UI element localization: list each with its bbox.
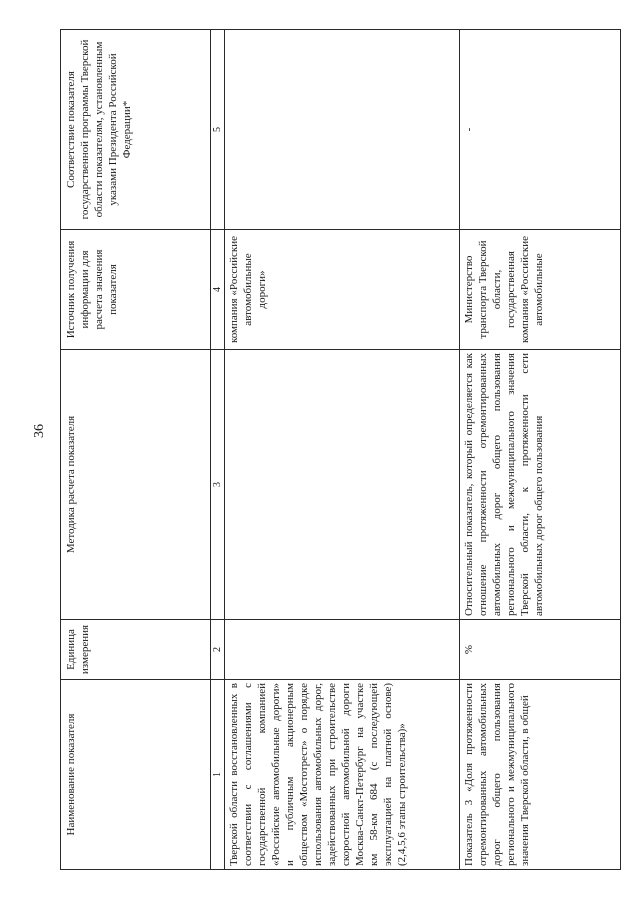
column-number-row [211,30,225,870]
source-cell: Министерство транспорта Тверской области, государственная компания «Российские автомобильные [460,230,621,350]
column-number: 4 [211,230,225,350]
header-indicator-name: Наименование показателя [61,680,211,870]
unit-cell: % [460,620,621,680]
column-number: 1 [211,680,225,870]
source-cell: компания «Российские автомобильные дороги» [225,230,460,350]
method-cell: Относительный показатель, который определяется как отношение протяженности отремонтированных автомобильных дорог общего пользования регионального и межмуниципального значения Тверской области, к протяженности сети автомобильных дорог общего пользования [460,350,621,620]
column-number: 5 [211,30,225,230]
indicator-name-cell: Показатель 3 «Доля протяженности отремонтированных автомобильных дорог общего пользования регионального и межмуниципального значения Тверской области, в общей [460,680,621,870]
indicator-table [60,29,621,870]
table-row [460,30,621,870]
table-row [225,30,460,870]
compliance-cell: - [460,30,621,230]
indicator-name-cell: Тверской области восстановленных в соответствии с соглашениями с государственной компанией «Российские автомобильные дороги» и публичным акционерным обществом «Мостотрест» о порядке использования автомобильных дорог, задействованных при строительстве скоростной автомобильной дороги Москва-Санкт-Петербург на участке км 58-км 684 (с последующей эксплуатацией на платной основе) (2,4,5,6 этапы строительства)» [225,680,460,870]
table-header-row [61,30,211,870]
indicator-table-rotated [60,30,620,870]
header-compliance: Соответствие показателя государственной программы Тверской области показателям, установленным указами Президента Российской Федерации* [61,30,211,230]
method-cell [225,350,460,620]
column-number: 2 [211,620,225,680]
compliance-cell [225,30,460,230]
unit-cell [225,620,460,680]
header-calculation-method: Методика расчета показателя [61,350,211,620]
column-number: 3 [211,350,225,620]
header-unit: Единица измерения [61,620,211,680]
header-data-source: Источник получения информации для расчета значения показателя [61,230,211,350]
page-number: 36 [32,424,47,438]
